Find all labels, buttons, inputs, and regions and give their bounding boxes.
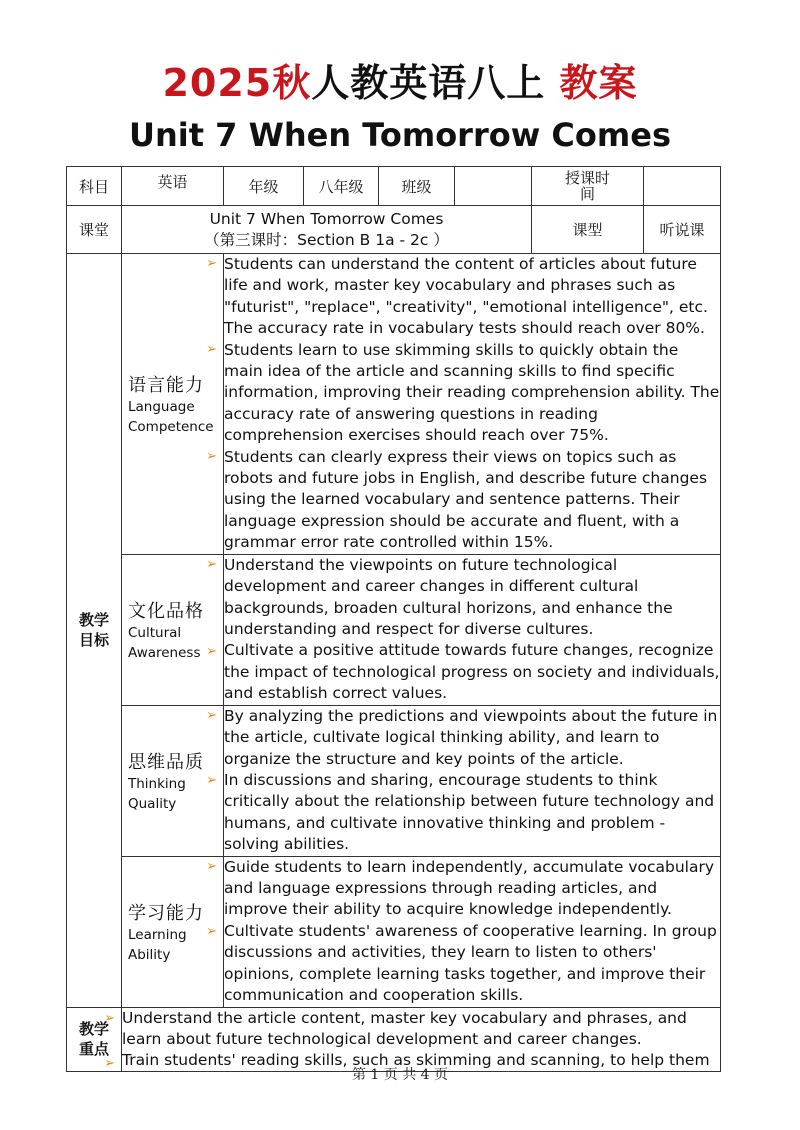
objective-item: Guide students to learn independently, accumulate vocabulary and language expressions through reading articles, and improve their ability to acquire knowledge independently. [224, 857, 715, 919]
category-en: Cultural [128, 624, 182, 641]
lesson-plan-table [66, 166, 721, 1072]
key-points-row [67, 1007, 721, 1072]
objective-item: Cultivate students' awareness of cooperative learning. In group discussions and activities, they learn to listen to others' opinions, complete learning tasks together, and improve their communication and cooperation skills. [224, 921, 717, 1005]
objective-row-thinking [67, 705, 721, 856]
subject-label: 科目 [67, 167, 122, 206]
objective-item: In discussions and sharing, encourage students to think critically about the relationship between future technology and humans, and cultivate innovative thinking and problem - solving abilities. [224, 770, 715, 854]
title-rest: 人教英语八上 [311, 61, 546, 105]
arrow-bullet-icon: ➢ [104, 1055, 115, 1071]
category-en: Awareness [128, 644, 201, 661]
key-points-label: 教学重点 ➢ ➢ [67, 1007, 122, 1072]
objective-item: Students can clearly express their views on topics such as robots and future jobs in English, and describe future changes using the learned vocabulary and sentence patterns. Their language expression should be accurate and fluent, with a grammar error rate controlled within 15%. [224, 447, 708, 552]
arrow-bullet-icon: ➢ [206, 449, 217, 464]
class-value [455, 167, 532, 206]
arrow-bullet-icon: ➢ [206, 858, 217, 874]
objective-item: Understand the viewpoints on future technological development and career changes in different cultural backgrounds, broaden cultural horizons, and enhance the understanding and respect for diverse cultures. [224, 555, 673, 638]
header-row [67, 167, 721, 206]
course-unit: Unit 7 When Tomorrow Comes [209, 209, 444, 228]
key-point-item: Train students' reading skills, such as skimming and scanning, to help them [122, 1051, 710, 1070]
objective-item: Students learn to use skimming skills to quickly obtain the main idea of the article and scanning skills to find specific information, improving their reading comprehension ability. The accuracy rate of answering questions in reading comprehension exercises should reach over 75%. [224, 340, 720, 445]
objective-row-learning [67, 856, 721, 1007]
unit-title: Unit 7 When Tomorrow Comes [129, 116, 671, 154]
arrow-bullet-icon: ➢ [206, 342, 217, 357]
category-cultural [122, 554, 224, 705]
class-label: 班级 [379, 167, 455, 206]
time-value [644, 167, 721, 206]
course-section: （第三课时：Section B 1a - 2c ） [204, 230, 449, 249]
arrow-bullet-icon: ➢ [206, 556, 217, 572]
key-point-item: Understand the article content, master key vocabulary and phrases, and learn about future technological development and career changes. [122, 1008, 687, 1048]
key-points-content [122, 1007, 721, 1072]
course-label: 课堂 [67, 206, 122, 254]
objective-content [224, 254, 721, 555]
arrow-bullet-icon: ➢ [206, 707, 217, 723]
arrow-bullet-icon: ➢ [206, 643, 217, 659]
objective-content [224, 856, 721, 1007]
category-en: Ability [128, 946, 171, 963]
course-row [67, 206, 721, 254]
objective-item: Students can understand the content of articles about future life and work, master key vocabulary and phrases such as "futurist", "replace", "creativity", "emotional intelligence", etc. The accuracy rate in vocabulary tests should reach over 80%. [224, 255, 708, 338]
grade-value: 八年级 [304, 167, 379, 206]
objective-row-language [67, 254, 721, 555]
category-en: Quality [128, 795, 177, 812]
arrow-bullet-icon: ➢ [206, 923, 217, 939]
arrow-bullet-icon: ➢ [206, 772, 217, 788]
course-type-value: 听说课 [644, 206, 721, 254]
category-en: Learning [128, 926, 187, 943]
page-title [0, 52, 800, 107]
objective-content [224, 705, 721, 856]
category-language [122, 254, 224, 555]
arrow-bullet-icon: ➢ [104, 1010, 115, 1026]
category-en: Competence [128, 418, 214, 435]
subject-value: 英语 [122, 167, 224, 206]
category-en: Thinking [128, 775, 186, 792]
course-type-label: 课型 [532, 206, 644, 254]
category-cn: 思维品质 [128, 751, 204, 773]
title-plan: 教案 [559, 61, 638, 105]
title-year: 2025 [162, 61, 273, 105]
category-cn: 学习能力 [128, 902, 204, 924]
objectives-label: 教学目标 [67, 254, 122, 1008]
arrow-bullet-icon: ➢ [206, 256, 217, 271]
category-thinking [122, 705, 224, 856]
grade-label: 年级 [224, 167, 304, 206]
objective-item: By analyzing the predictions and viewpoints about the future in the article, cultivate logical thinking ability, and learn to organize the structure and key points of the article. [224, 706, 718, 768]
page-number: 第 1 页 共 4 页 [351, 1067, 449, 1083]
category-cn: 文化品格 [128, 600, 204, 622]
objective-item: Cultivate a positive attitude towards future changes, recognize the impact of technological progress on society and individuals, and establish correct values. [224, 641, 720, 703]
title-autumn: 秋 [272, 61, 312, 105]
time-label: 授课时间 [532, 167, 644, 206]
category-cn: 语言能力 [128, 374, 204, 396]
category-en: Language [128, 398, 195, 415]
objective-row-cultural [67, 554, 721, 705]
category-learning [122, 856, 224, 1007]
objective-content [224, 554, 721, 705]
course-title [122, 206, 532, 254]
